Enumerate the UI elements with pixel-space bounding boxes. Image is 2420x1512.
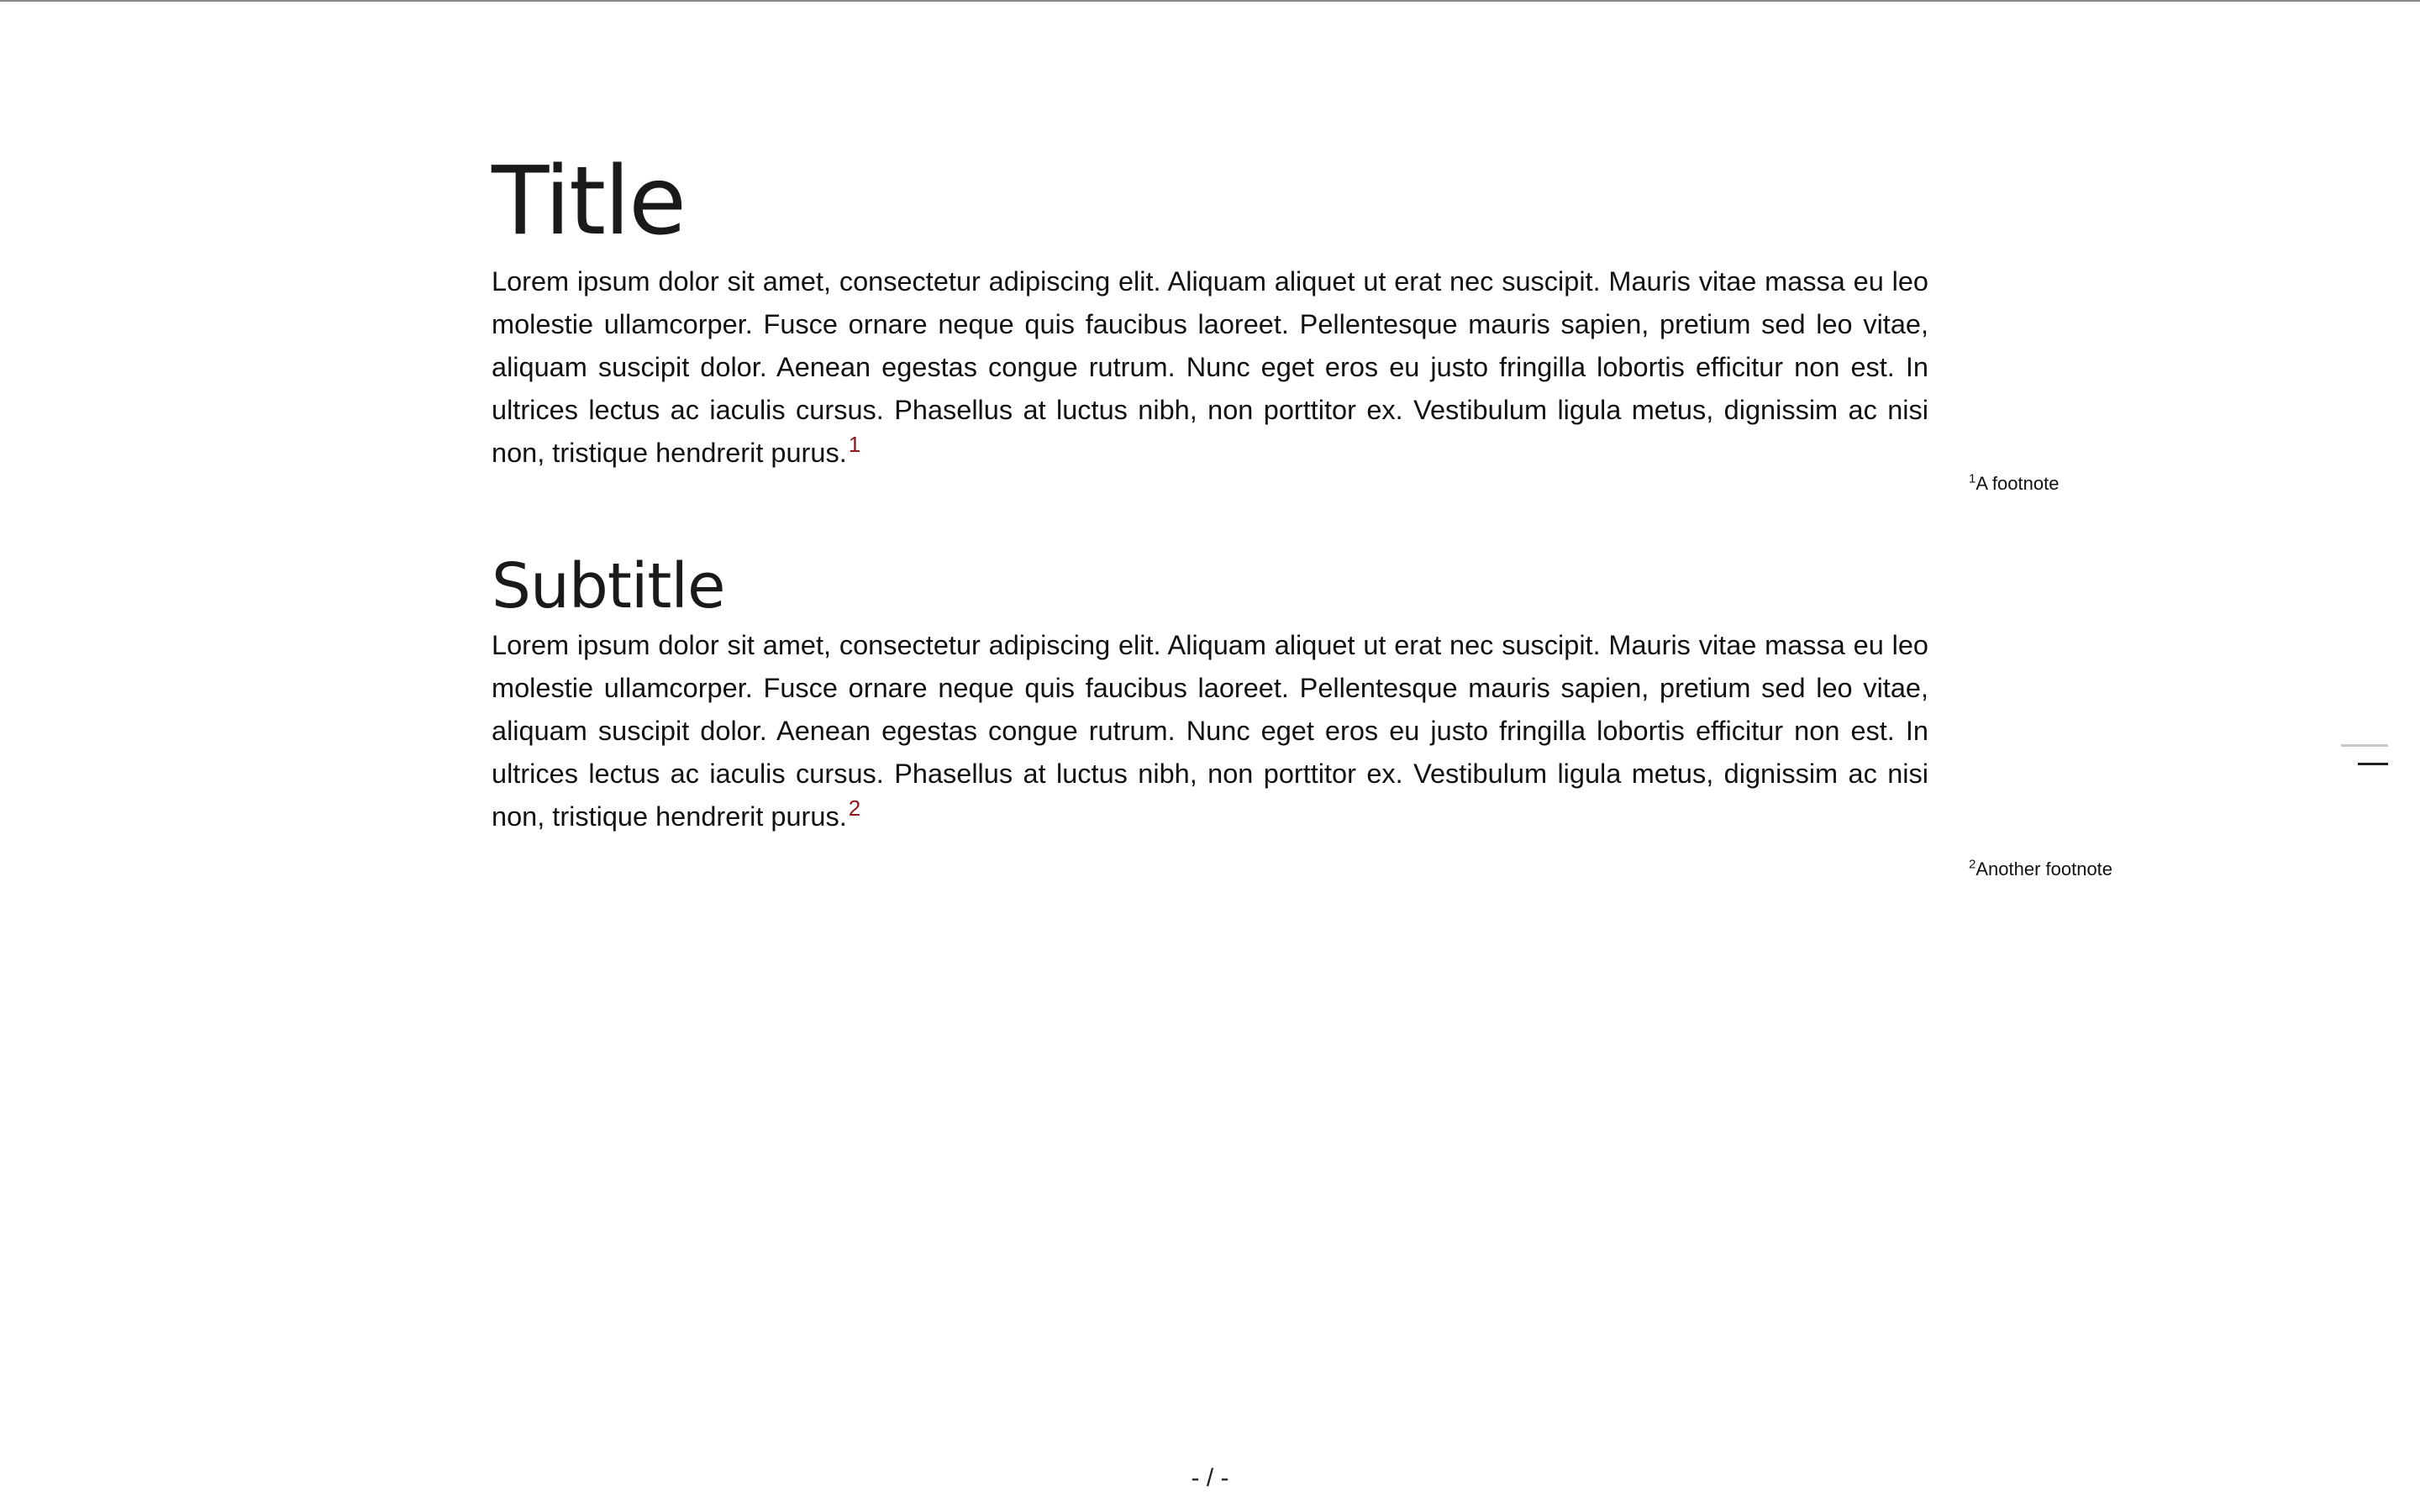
footnote-ref-1[interactable]: 1 bbox=[848, 432, 861, 458]
page-number: - / - bbox=[1191, 1464, 1229, 1492]
toc-entry-subtitle-marker[interactable] bbox=[2358, 763, 2388, 765]
sidenote-2 bbox=[1969, 857, 2112, 882]
table-of-contents-icon[interactable] bbox=[2341, 743, 2388, 773]
footnote-ref-2[interactable]: 2 bbox=[848, 795, 861, 822]
sidenote-2-text: Another footnote bbox=[1975, 858, 2113, 879]
paragraph-2 bbox=[492, 624, 1928, 838]
sidenote-1-text: A footnote bbox=[1975, 473, 2060, 494]
sidenote-1-number: 1 bbox=[1969, 471, 1976, 486]
page-title: Title bbox=[492, 147, 686, 256]
paragraph-1 bbox=[492, 260, 1928, 475]
sidenote-2-number: 2 bbox=[1969, 857, 1976, 872]
top-border bbox=[0, 0, 2420, 2]
paragraph-1-text: Lorem ipsum dolor sit amet, consectetur adipiscing elit. Aliquam aliquet ut erat nec suscipit. Mauris vitae massa eu leo molestie ullamcorper. Fusce ornare neque quis faucibus laoreet. Pellentesque mauris sapien, pretium sed leo vitae, aliquam suscipit dolor. Aenean egestas congue rutrum. Nunc eget eros eu justo fringilla lobortis efficitur non est. In ultrices lectus ac iaculis cursus. Phasellus at luctus nibh, non porttitor ex. Vestibulum ligula metus, dignissim ac nisi non, tristique hendrerit purus. bbox=[492, 266, 1928, 468]
paragraph-2-text: Lorem ipsum dolor sit amet, consectetur adipiscing elit. Aliquam aliquet ut erat nec suscipit. Mauris vitae massa eu leo molestie ullamcorper. Fusce ornare neque quis faucibus laoreet. Pellentesque mauris sapien, pretium sed leo vitae, aliquam suscipit dolor. Aenean egestas congue rutrum. Nunc eget eros eu justo fringilla lobortis efficitur non est. In ultrices lectus ac iaculis cursus. Phasellus at luctus nibh, non porttitor ex. Vestibulum ligula metus, dignissim ac nisi non, tristique hendrerit purus. bbox=[492, 630, 1928, 832]
subtitle-section bbox=[492, 549, 1928, 838]
section-heading: Subtitle bbox=[492, 550, 725, 622]
sidenote-1 bbox=[1969, 471, 2059, 496]
document-body bbox=[492, 143, 1928, 838]
toc-entry-title-marker[interactable] bbox=[2341, 744, 2388, 747]
